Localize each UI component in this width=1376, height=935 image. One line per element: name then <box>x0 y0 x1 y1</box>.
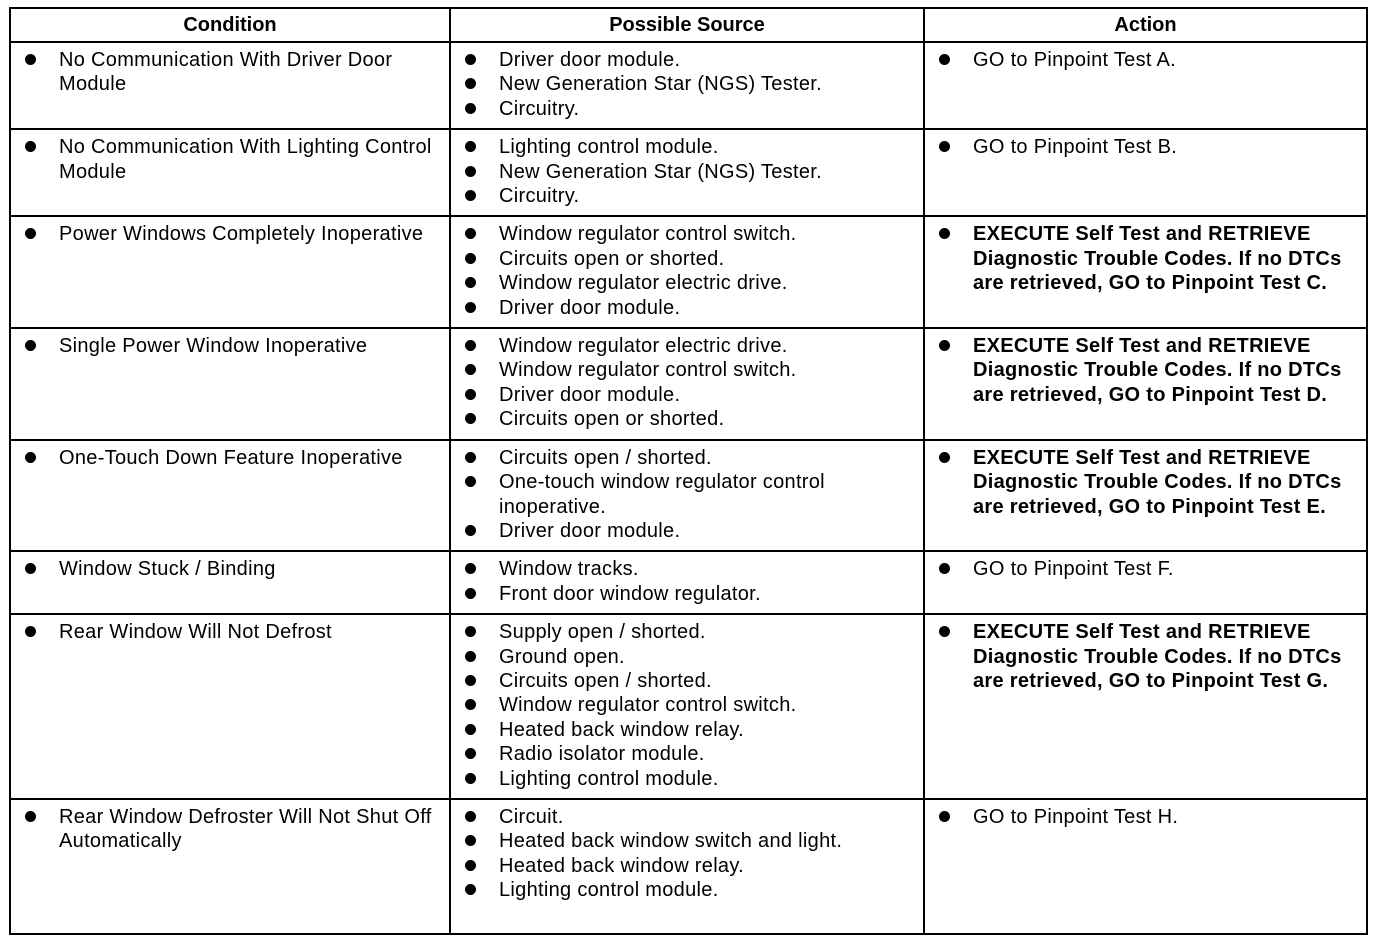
table-body <box>10 42 1367 934</box>
condition-list <box>11 552 449 588</box>
source-item: Front door window regulator. <box>459 582 915 606</box>
header-action: Action <box>924 8 1367 42</box>
source-item: Ground open. <box>459 645 915 669</box>
action-cell <box>924 440 1367 552</box>
source-item: Lighting control module. <box>459 878 915 902</box>
source-item: Circuits open or shorted. <box>459 247 915 271</box>
condition-list <box>11 615 449 651</box>
condition-cell <box>10 129 450 216</box>
condition-cell <box>10 551 450 614</box>
condition-cell <box>10 328 450 440</box>
table-row <box>10 551 1367 614</box>
action-cell <box>924 42 1367 129</box>
source-item: Lighting control module. <box>459 767 915 791</box>
table-row <box>10 799 1367 934</box>
condition-text: Window Stuck / Binding <box>19 557 441 581</box>
source-item: Window tracks. <box>459 557 915 581</box>
source-cell <box>450 551 924 614</box>
condition-cell <box>10 614 450 799</box>
condition-text: Single Power Window Inoperative <box>19 334 441 358</box>
source-list <box>451 800 923 910</box>
action-list <box>925 441 1366 526</box>
source-cell <box>450 42 924 129</box>
condition-cell <box>10 799 450 934</box>
source-item: Window regulator control switch. <box>459 358 915 382</box>
source-cell <box>450 614 924 799</box>
header-possible-source: Possible Source <box>450 8 924 42</box>
condition-cell <box>10 440 450 552</box>
source-item: Circuits open / shorted. <box>459 669 915 693</box>
action-list <box>925 43 1366 79</box>
action-text: EXECUTE Self Test and RETRIEVE Diagnostic Trouble Codes. If no DTCs are retrieved, GO to Pinpoint Test E. <box>933 446 1358 519</box>
source-item: New Generation Star (NGS) Tester. <box>459 72 915 96</box>
source-list <box>451 217 923 327</box>
table-row <box>10 216 1367 328</box>
action-cell <box>924 328 1367 440</box>
table-row <box>10 614 1367 799</box>
condition-cell <box>10 42 450 129</box>
action-text: GO to Pinpoint Test F. <box>933 557 1358 581</box>
source-item: Heated back window relay. <box>459 854 915 878</box>
condition-text: One-Touch Down Feature Inoperative <box>19 446 441 470</box>
action-list <box>925 329 1366 414</box>
action-cell <box>924 129 1367 216</box>
action-cell <box>924 216 1367 328</box>
condition-list <box>11 800 449 861</box>
source-list <box>451 552 923 613</box>
source-item: Lighting control module. <box>459 135 915 159</box>
condition-text: Rear Window Will Not Defrost <box>19 620 441 644</box>
condition-text: No Communication With Lighting Control Module <box>19 135 441 184</box>
source-cell <box>450 129 924 216</box>
source-list <box>451 441 923 551</box>
source-item: Radio isolator module. <box>459 742 915 766</box>
table-row <box>10 129 1367 216</box>
condition-text: Rear Window Defroster Will Not Shut Off Automatically <box>19 805 441 854</box>
source-cell <box>450 799 924 934</box>
action-cell <box>924 799 1367 934</box>
source-item: Circuitry. <box>459 97 915 121</box>
action-list <box>925 615 1366 700</box>
source-item: Heated back window switch and light. <box>459 829 915 853</box>
action-text: EXECUTE Self Test and RETRIEVE Diagnostic Trouble Codes. If no DTCs are retrieved, GO to Pinpoint Test C. <box>933 222 1358 295</box>
condition-list <box>11 130 449 191</box>
table-row <box>10 42 1367 129</box>
table-row <box>10 440 1367 552</box>
source-item: Supply open / shorted. <box>459 620 915 644</box>
source-cell <box>450 440 924 552</box>
source-item: One-touch window regulator control inoperative. <box>459 470 915 519</box>
source-cell <box>450 328 924 440</box>
condition-text: Power Windows Completely Inoperative <box>19 222 441 246</box>
action-cell <box>924 614 1367 799</box>
source-item: Window regulator electric drive. <box>459 334 915 358</box>
condition-list <box>11 441 449 477</box>
header-row <box>10 8 1367 42</box>
action-text: EXECUTE Self Test and RETRIEVE Diagnostic Trouble Codes. If no DTCs are retrieved, GO to Pinpoint Test D. <box>933 334 1358 407</box>
condition-list <box>11 217 449 253</box>
source-item: Driver door module. <box>459 296 915 320</box>
action-text: GO to Pinpoint Test H. <box>933 805 1358 829</box>
source-item: Window regulator electric drive. <box>459 271 915 295</box>
source-item: Circuit. <box>459 805 915 829</box>
action-text: EXECUTE Self Test and RETRIEVE Diagnostic Trouble Codes. If no DTCs are retrieved, GO to Pinpoint Test G. <box>933 620 1358 693</box>
condition-list <box>11 329 449 365</box>
source-item: Driver door module. <box>459 519 915 543</box>
diagnosis-table <box>9 7 1368 935</box>
source-item: Circuitry. <box>459 184 915 208</box>
action-cell <box>924 551 1367 614</box>
source-item: Window regulator control switch. <box>459 222 915 246</box>
action-list <box>925 217 1366 302</box>
source-list <box>451 615 923 798</box>
action-list <box>925 800 1366 836</box>
action-text: GO to Pinpoint Test B. <box>933 135 1358 159</box>
source-item: Heated back window relay. <box>459 718 915 742</box>
source-item: Circuits open / shorted. <box>459 446 915 470</box>
action-list <box>925 552 1366 588</box>
action-list <box>925 130 1366 166</box>
source-item: New Generation Star (NGS) Tester. <box>459 160 915 184</box>
table-row <box>10 328 1367 440</box>
header-condition: Condition <box>10 8 450 42</box>
condition-list <box>11 43 449 104</box>
action-text: GO to Pinpoint Test A. <box>933 48 1358 72</box>
source-cell <box>450 216 924 328</box>
source-item: Driver door module. <box>459 383 915 407</box>
source-item: Circuits open or shorted. <box>459 407 915 431</box>
condition-cell <box>10 216 450 328</box>
source-item: Driver door module. <box>459 48 915 72</box>
source-list <box>451 329 923 439</box>
source-list <box>451 43 923 128</box>
source-list <box>451 130 923 215</box>
source-item: Window regulator control switch. <box>459 693 915 717</box>
condition-text: No Communication With Driver Door Module <box>19 48 441 97</box>
